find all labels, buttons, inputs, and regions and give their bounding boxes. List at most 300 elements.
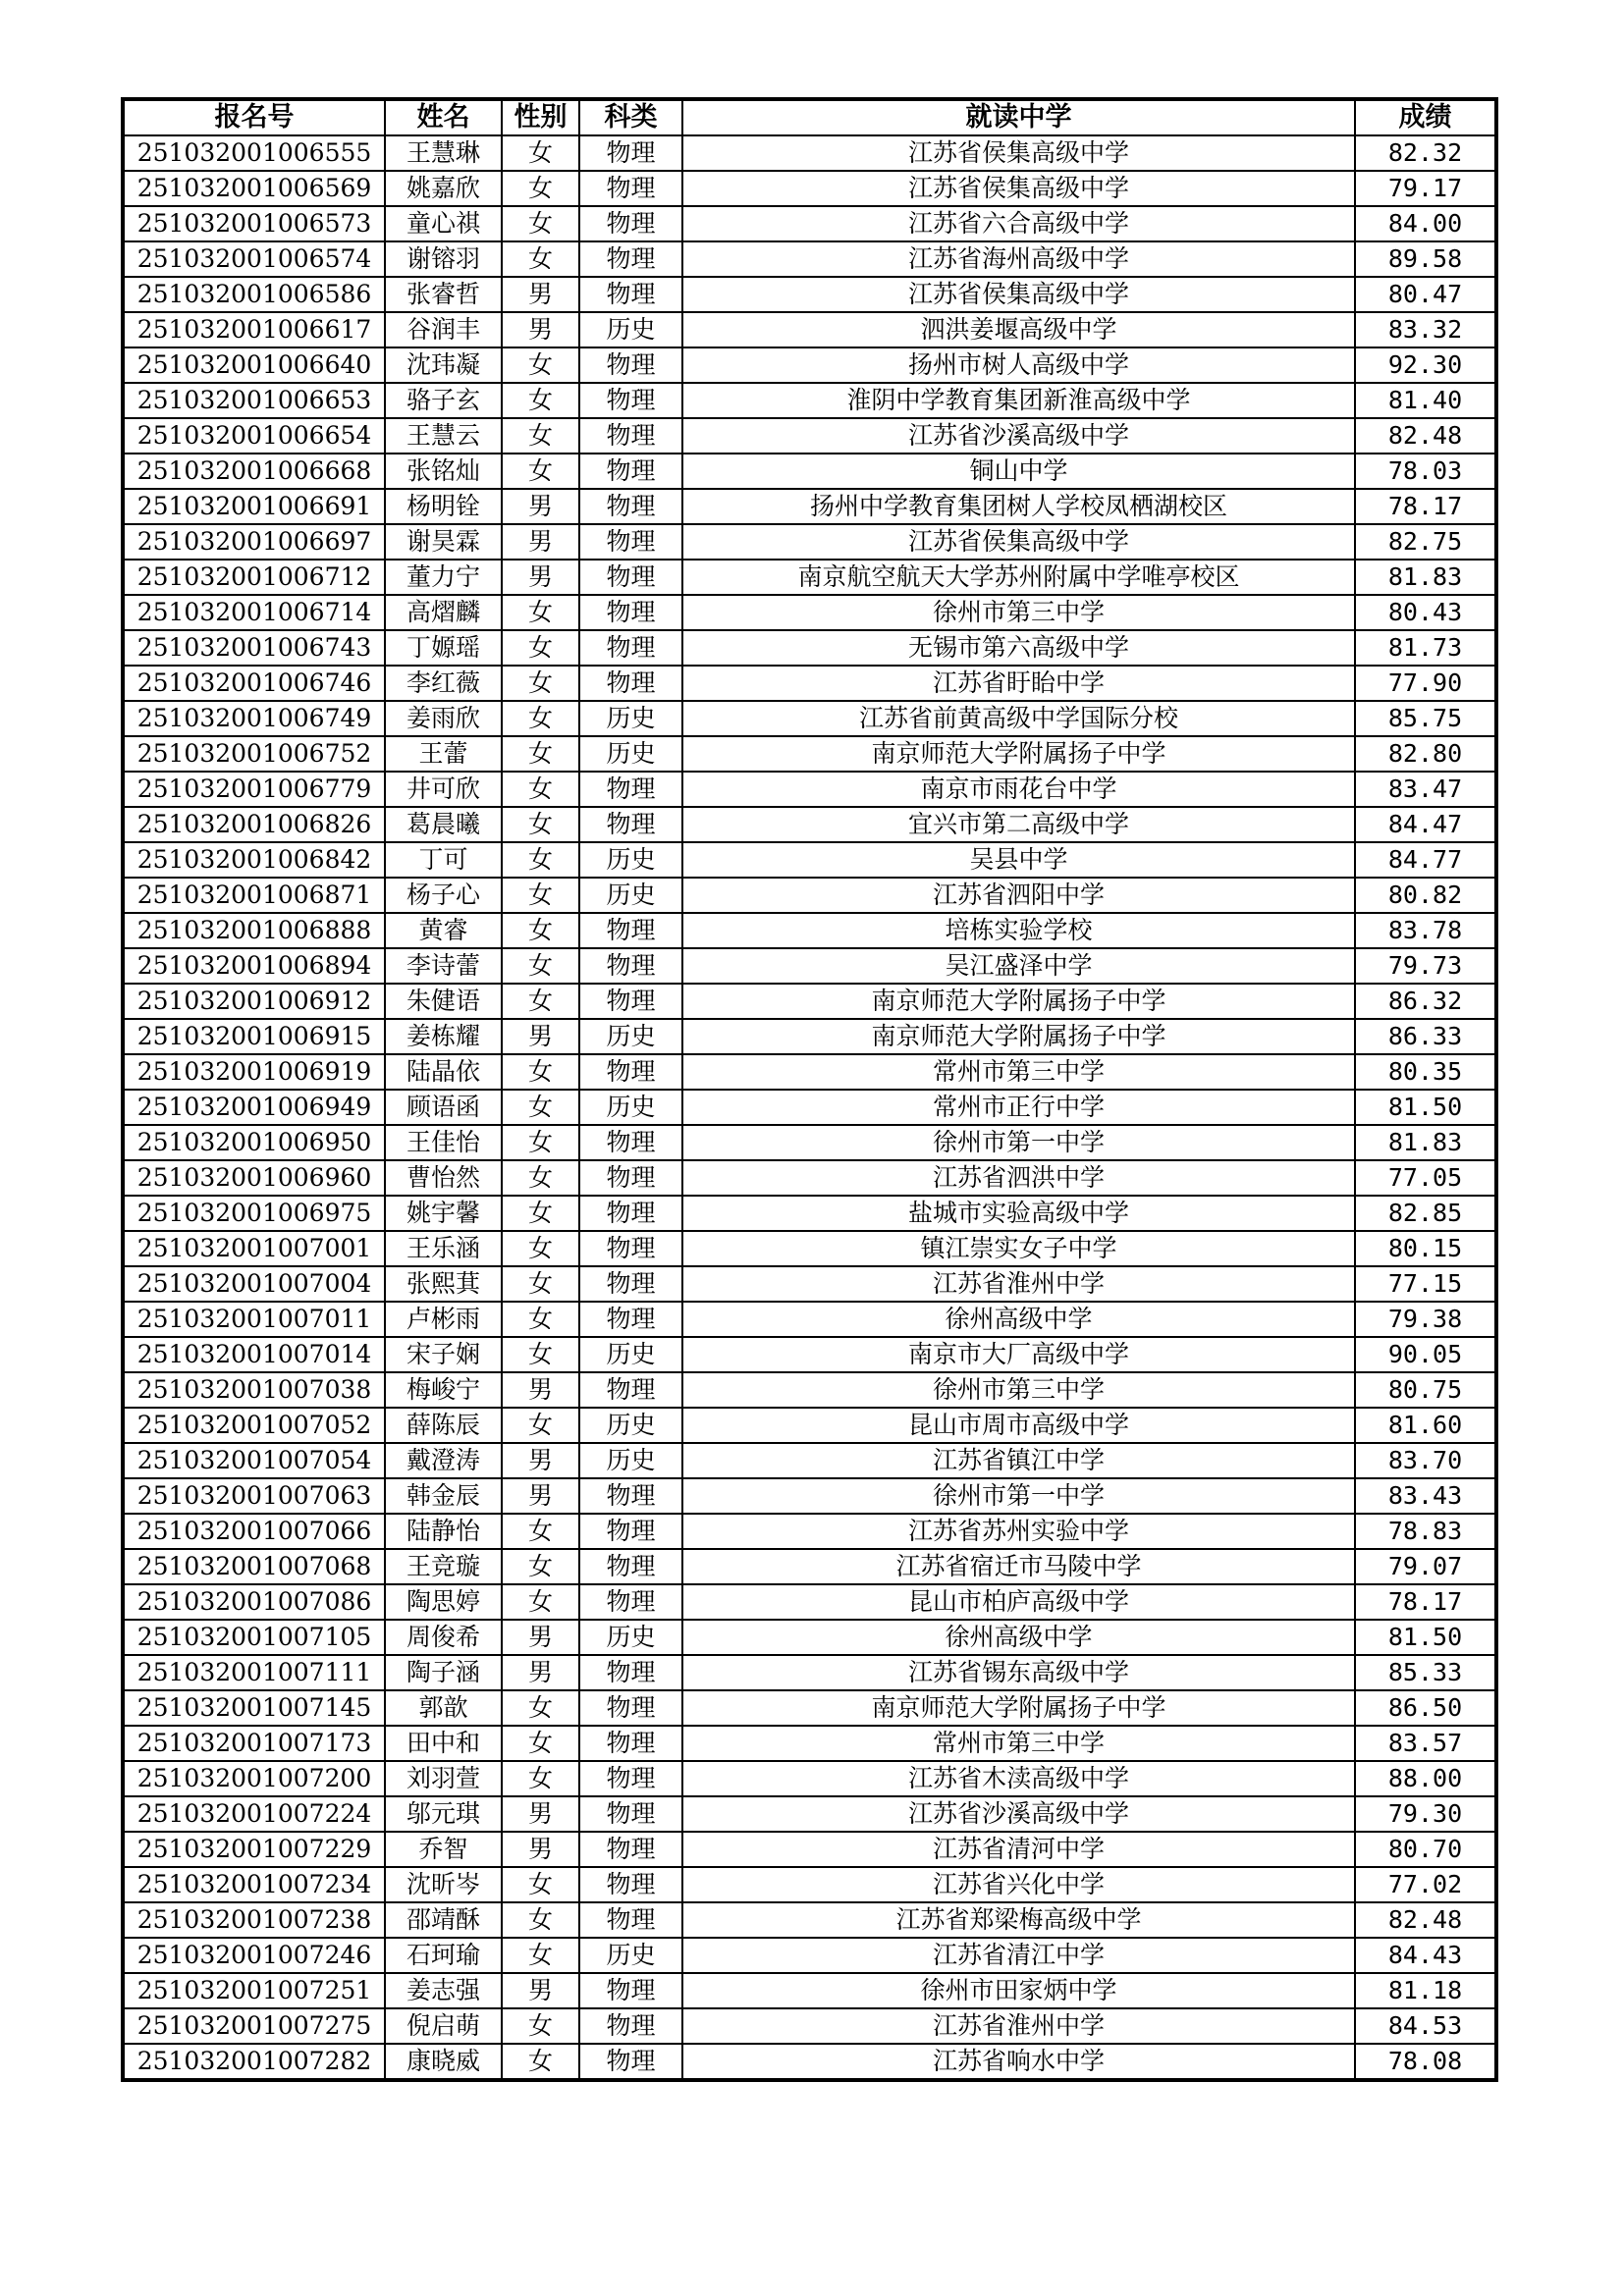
table-row (124, 1796, 1495, 1832)
gender-cell: 女 (502, 1302, 579, 1337)
score-cell: 89.58 (1355, 241, 1495, 277)
subject-track-cell: 物理 (579, 2008, 682, 2044)
name-cell: 黄睿 (385, 913, 502, 948)
table-row (124, 1090, 1495, 1125)
registration-number-cell: 251032001006573 (124, 206, 385, 241)
subject-track-cell: 历史 (579, 736, 682, 772)
gender-cell: 男 (502, 1019, 579, 1054)
gender-cell: 女 (502, 1938, 579, 1973)
school-cell: 江苏省宿迁市马陵中学 (682, 1549, 1355, 1584)
name-cell: 张铭灿 (385, 454, 502, 489)
gender-cell: 女 (502, 1761, 579, 1796)
score-cell: 84.00 (1355, 206, 1495, 241)
score-cell: 82.48 (1355, 1902, 1495, 1938)
gender-cell: 男 (502, 1655, 579, 1690)
table-row (124, 666, 1495, 701)
score-cell: 86.33 (1355, 1019, 1495, 1054)
gender-cell: 女 (502, 1196, 579, 1231)
score-cell: 82.80 (1355, 736, 1495, 772)
subject-track-cell: 物理 (579, 1549, 682, 1584)
school-cell: 江苏省锡东高级中学 (682, 1655, 1355, 1690)
registration-number-cell: 251032001006691 (124, 489, 385, 524)
gender-cell: 女 (502, 1514, 579, 1549)
registration-number-cell: 251032001006555 (124, 135, 385, 171)
subject-track-cell: 历史 (579, 1408, 682, 1443)
name-cell: 郭歆 (385, 1690, 502, 1726)
registration-number-cell: 251032001007229 (124, 1832, 385, 1867)
table-row (124, 1196, 1495, 1231)
gender-cell: 女 (502, 206, 579, 241)
subject-track-cell: 物理 (579, 1160, 682, 1196)
score-cell: 88.00 (1355, 1761, 1495, 1796)
registration-number-cell: 251032001007251 (124, 1973, 385, 2008)
table-row (124, 1549, 1495, 1584)
registration-number-cell: 251032001007086 (124, 1584, 385, 1620)
registration-number-cell: 251032001007066 (124, 1514, 385, 1549)
school-cell: 扬州中学教育集团树人学校凤栖湖校区 (682, 489, 1355, 524)
score-cell: 78.08 (1355, 2044, 1495, 2079)
table-row (124, 1690, 1495, 1726)
registration-number-cell: 251032001007234 (124, 1867, 385, 1902)
subject-track-cell: 物理 (579, 454, 682, 489)
score-cell: 84.43 (1355, 1938, 1495, 1973)
gender-cell: 女 (502, 1408, 579, 1443)
score-cell: 84.53 (1355, 2008, 1495, 2044)
registration-number-cell: 251032001006697 (124, 524, 385, 560)
table-row (124, 1655, 1495, 1690)
registration-number-cell: 251032001006569 (124, 171, 385, 206)
school-cell: 江苏省木渎高级中学 (682, 1761, 1355, 1796)
gender-cell: 女 (502, 630, 579, 666)
name-cell: 康晓威 (385, 2044, 502, 2079)
name-cell: 邬元琪 (385, 1796, 502, 1832)
table-row (124, 2044, 1495, 2079)
gender-cell: 女 (502, 2044, 579, 2079)
school-cell: 徐州市第一中学 (682, 1125, 1355, 1160)
name-cell: 姜栋耀 (385, 1019, 502, 1054)
table-row (124, 1231, 1495, 1266)
score-cell: 86.50 (1355, 1690, 1495, 1726)
subject-track-cell: 物理 (579, 1302, 682, 1337)
table-row (124, 206, 1495, 241)
school-cell: 昆山市周市高级中学 (682, 1408, 1355, 1443)
school-cell: 江苏省泗洪中学 (682, 1160, 1355, 1196)
name-cell: 张睿哲 (385, 277, 502, 312)
registration-number-cell: 251032001007224 (124, 1796, 385, 1832)
name-cell: 沈昕岑 (385, 1867, 502, 1902)
table-row (124, 1408, 1495, 1443)
table-row (124, 1443, 1495, 1478)
school-cell: 江苏省淮州中学 (682, 1266, 1355, 1302)
score-cell: 83.32 (1355, 312, 1495, 347)
school-cell: 江苏省泗阳中学 (682, 878, 1355, 913)
registration-number-cell: 251032001007052 (124, 1408, 385, 1443)
school-cell: 江苏省沙溪高级中学 (682, 418, 1355, 454)
school-cell: 淮阴中学教育集团新淮高级中学 (682, 383, 1355, 418)
name-cell: 薛陈辰 (385, 1408, 502, 1443)
gender-cell: 女 (502, 1231, 579, 1266)
registration-number-cell: 251032001007014 (124, 1337, 385, 1372)
name-cell: 姚宇馨 (385, 1196, 502, 1231)
school-cell: 培栋实验学校 (682, 913, 1355, 948)
registration-number-cell: 251032001006743 (124, 630, 385, 666)
name-cell: 石珂瑜 (385, 1938, 502, 1973)
score-cell: 82.48 (1355, 418, 1495, 454)
table-row (124, 241, 1495, 277)
subject-track-cell: 物理 (579, 1125, 682, 1160)
subject-track-cell: 物理 (579, 241, 682, 277)
subject-track-cell: 物理 (579, 1266, 682, 1302)
name-cell: 倪启萌 (385, 2008, 502, 2044)
score-cell: 79.17 (1355, 171, 1495, 206)
name-cell: 王乐涵 (385, 1231, 502, 1266)
school-cell: 江苏省镇江中学 (682, 1443, 1355, 1478)
table-row (124, 1054, 1495, 1090)
gender-cell: 女 (502, 171, 579, 206)
name-cell: 梅峻宁 (385, 1372, 502, 1408)
school-cell: 江苏省侯集高级中学 (682, 171, 1355, 206)
subject-track-cell: 物理 (579, 383, 682, 418)
table-body (124, 135, 1495, 2079)
subject-track-cell: 物理 (579, 1867, 682, 1902)
score-cell: 81.50 (1355, 1090, 1495, 1125)
school-cell: 无锡市第六高级中学 (682, 630, 1355, 666)
subject-track-cell: 物理 (579, 1796, 682, 1832)
name-cell: 姜雨欣 (385, 701, 502, 736)
name-cell: 田中和 (385, 1726, 502, 1761)
subject-track-cell: 物理 (579, 1584, 682, 1620)
gender-cell: 男 (502, 1443, 579, 1478)
school-cell: 南京师范大学附属扬子中学 (682, 1019, 1355, 1054)
table-row (124, 277, 1495, 312)
registration-number-cell: 251032001006617 (124, 312, 385, 347)
score-cell: 81.83 (1355, 1125, 1495, 1160)
table-row (124, 1620, 1495, 1655)
score-cell: 92.30 (1355, 347, 1495, 383)
registration-number-cell: 251032001006888 (124, 913, 385, 948)
gender-cell: 女 (502, 666, 579, 701)
school-cell: 徐州市第一中学 (682, 1478, 1355, 1514)
name-cell: 陆静怡 (385, 1514, 502, 1549)
name-cell: 宋子娴 (385, 1337, 502, 1372)
table-row (124, 807, 1495, 842)
school-cell: 江苏省清江中学 (682, 1938, 1355, 1973)
school-cell: 江苏省盱眙中学 (682, 666, 1355, 701)
school-cell: 南京航空航天大学苏州附属中学唯亭校区 (682, 560, 1355, 595)
score-cell: 80.70 (1355, 1832, 1495, 1867)
name-cell: 骆子玄 (385, 383, 502, 418)
score-cell: 80.47 (1355, 277, 1495, 312)
subject-track-cell: 物理 (579, 489, 682, 524)
table-row (124, 701, 1495, 736)
table-row (124, 489, 1495, 524)
school-cell: 南京师范大学附属扬子中学 (682, 1690, 1355, 1726)
gender-cell: 女 (502, 1090, 579, 1125)
table-row (124, 524, 1495, 560)
registration-number-cell: 251032001007001 (124, 1231, 385, 1266)
subject-track-cell: 物理 (579, 277, 682, 312)
table-row (124, 1584, 1495, 1620)
subject-track-cell: 历史 (579, 1090, 682, 1125)
score-cell: 78.03 (1355, 454, 1495, 489)
name-cell: 陆晶依 (385, 1054, 502, 1090)
name-cell: 童心祺 (385, 206, 502, 241)
name-cell: 谢昊霖 (385, 524, 502, 560)
school-cell: 扬州市树人高级中学 (682, 347, 1355, 383)
score-cell: 80.43 (1355, 595, 1495, 630)
registration-number-cell: 251032001006919 (124, 1054, 385, 1090)
gender-cell: 女 (502, 878, 579, 913)
table-row (124, 2008, 1495, 2044)
score-cell: 83.47 (1355, 772, 1495, 807)
name-cell: 谢镕羽 (385, 241, 502, 277)
name-cell: 邵靖酥 (385, 1902, 502, 1938)
header-subject-track: 科类 (579, 100, 682, 135)
school-cell: 徐州市田家炳中学 (682, 1973, 1355, 2008)
table-row (124, 418, 1495, 454)
subject-track-cell: 历史 (579, 878, 682, 913)
gender-cell: 女 (502, 1549, 579, 1584)
registration-number-cell: 251032001007282 (124, 2044, 385, 2079)
registration-number-cell: 251032001007246 (124, 1938, 385, 1973)
subject-track-cell: 物理 (579, 984, 682, 1019)
score-cell: 77.05 (1355, 1160, 1495, 1196)
gender-cell: 女 (502, 454, 579, 489)
subject-track-cell: 物理 (579, 1973, 682, 2008)
registration-number-cell: 251032001006871 (124, 878, 385, 913)
score-cell: 80.75 (1355, 1372, 1495, 1408)
school-cell: 江苏省六合高级中学 (682, 206, 1355, 241)
gender-cell: 男 (502, 1796, 579, 1832)
registration-number-cell: 251032001007105 (124, 1620, 385, 1655)
gender-cell: 女 (502, 1125, 579, 1160)
school-cell: 吴县中学 (682, 842, 1355, 878)
subject-track-cell: 历史 (579, 1938, 682, 1973)
registration-number-cell: 251032001006714 (124, 595, 385, 630)
gender-cell: 女 (502, 135, 579, 171)
score-cell: 79.30 (1355, 1796, 1495, 1832)
name-cell: 李诗蕾 (385, 948, 502, 984)
school-cell: 徐州市第三中学 (682, 1372, 1355, 1408)
score-cell: 83.57 (1355, 1726, 1495, 1761)
gender-cell: 女 (502, 1690, 579, 1726)
registration-number-cell: 251032001006640 (124, 347, 385, 383)
name-cell: 曹怡然 (385, 1160, 502, 1196)
registration-number-cell: 251032001007004 (124, 1266, 385, 1302)
school-cell: 常州市正行中学 (682, 1090, 1355, 1125)
subject-track-cell: 物理 (579, 913, 682, 948)
name-cell: 杨明铨 (385, 489, 502, 524)
gender-cell: 男 (502, 1620, 579, 1655)
score-cell: 84.47 (1355, 807, 1495, 842)
subject-track-cell: 物理 (579, 630, 682, 666)
subject-track-cell: 物理 (579, 1655, 682, 1690)
gender-cell: 女 (502, 418, 579, 454)
table-row (124, 984, 1495, 1019)
gender-cell: 女 (502, 772, 579, 807)
score-cell: 80.35 (1355, 1054, 1495, 1090)
name-cell: 董力宁 (385, 560, 502, 595)
school-cell: 泗洪姜堰高级中学 (682, 312, 1355, 347)
score-cell: 82.85 (1355, 1196, 1495, 1231)
registration-number-cell: 251032001006653 (124, 383, 385, 418)
registration-number-cell: 251032001006668 (124, 454, 385, 489)
name-cell: 卢彬雨 (385, 1302, 502, 1337)
name-cell: 韩金辰 (385, 1478, 502, 1514)
gender-cell: 男 (502, 1372, 579, 1408)
registration-number-cell: 251032001006842 (124, 842, 385, 878)
subject-track-cell: 历史 (579, 1620, 682, 1655)
table-row (124, 1514, 1495, 1549)
registration-number-cell: 251032001006746 (124, 666, 385, 701)
score-cell: 84.77 (1355, 842, 1495, 878)
school-cell: 南京市雨花台中学 (682, 772, 1355, 807)
school-cell: 常州市第三中学 (682, 1054, 1355, 1090)
gender-cell: 女 (502, 701, 579, 736)
gender-cell: 女 (502, 1337, 579, 1372)
subject-track-cell: 历史 (579, 312, 682, 347)
table-row (124, 878, 1495, 913)
table-row (124, 1302, 1495, 1337)
registration-number-cell: 251032001007054 (124, 1443, 385, 1478)
registration-number-cell: 251032001006960 (124, 1160, 385, 1196)
table-row (124, 842, 1495, 878)
name-cell: 姚嘉欣 (385, 171, 502, 206)
table-row (124, 1761, 1495, 1796)
subject-track-cell: 物理 (579, 1231, 682, 1266)
school-cell: 常州市第三中学 (682, 1726, 1355, 1761)
table-row (124, 383, 1495, 418)
subject-track-cell: 物理 (579, 948, 682, 984)
name-cell: 朱健语 (385, 984, 502, 1019)
registration-number-cell: 251032001006654 (124, 418, 385, 454)
score-cell: 78.17 (1355, 1584, 1495, 1620)
table-row (124, 595, 1495, 630)
subject-track-cell: 物理 (579, 1054, 682, 1090)
gender-cell: 男 (502, 524, 579, 560)
gender-cell: 女 (502, 383, 579, 418)
name-cell: 沈玮凝 (385, 347, 502, 383)
registration-number-cell: 251032001006894 (124, 948, 385, 984)
name-cell: 杨子心 (385, 878, 502, 913)
score-cell: 83.70 (1355, 1443, 1495, 1478)
school-cell: 徐州高级中学 (682, 1302, 1355, 1337)
score-cell: 85.75 (1355, 701, 1495, 736)
header-registration-number: 报名号 (124, 100, 385, 135)
score-cell: 80.15 (1355, 1231, 1495, 1266)
score-cell: 83.43 (1355, 1478, 1495, 1514)
name-cell: 王竞璇 (385, 1549, 502, 1584)
score-cell: 81.40 (1355, 383, 1495, 418)
name-cell: 丁嫄瑶 (385, 630, 502, 666)
subject-track-cell: 历史 (579, 701, 682, 736)
name-cell: 姜志强 (385, 1973, 502, 2008)
gender-cell: 女 (502, 1902, 579, 1938)
subject-track-cell: 物理 (579, 1726, 682, 1761)
school-cell: 江苏省兴化中学 (682, 1867, 1355, 1902)
school-cell: 昆山市柏庐高级中学 (682, 1584, 1355, 1620)
name-cell: 陶思婷 (385, 1584, 502, 1620)
school-cell: 江苏省响水中学 (682, 2044, 1355, 2079)
header-gender: 性别 (502, 100, 579, 135)
school-cell: 盐城市实验高级中学 (682, 1196, 1355, 1231)
score-cell: 81.50 (1355, 1620, 1495, 1655)
gender-cell: 女 (502, 842, 579, 878)
name-cell: 井可欣 (385, 772, 502, 807)
results-table (123, 99, 1496, 2080)
score-cell: 79.38 (1355, 1302, 1495, 1337)
table-row (124, 454, 1495, 489)
registration-number-cell: 251032001006779 (124, 772, 385, 807)
name-cell: 王慧琳 (385, 135, 502, 171)
score-cell: 79.73 (1355, 948, 1495, 984)
name-cell: 丁可 (385, 842, 502, 878)
score-cell: 90.05 (1355, 1337, 1495, 1372)
school-cell: 南京市大厂高级中学 (682, 1337, 1355, 1372)
table-row (124, 1125, 1495, 1160)
table-row (124, 312, 1495, 347)
table-row (124, 948, 1495, 984)
name-cell: 李红薇 (385, 666, 502, 701)
header-score: 成绩 (1355, 100, 1495, 135)
registration-number-cell: 251032001007200 (124, 1761, 385, 1796)
subject-track-cell: 物理 (579, 1761, 682, 1796)
table-row (124, 135, 1495, 171)
gender-cell: 男 (502, 277, 579, 312)
table-row (124, 630, 1495, 666)
table-row (124, 1160, 1495, 1196)
registration-number-cell: 251032001006712 (124, 560, 385, 595)
gender-cell: 男 (502, 489, 579, 524)
gender-cell: 女 (502, 2008, 579, 2044)
table-row (124, 560, 1495, 595)
school-cell: 吴江盛泽中学 (682, 948, 1355, 984)
gender-cell: 女 (502, 347, 579, 383)
header-row (124, 100, 1495, 135)
registration-number-cell: 251032001007173 (124, 1726, 385, 1761)
registration-number-cell: 251032001007111 (124, 1655, 385, 1690)
name-cell: 葛晨曦 (385, 807, 502, 842)
school-cell: 江苏省淮州中学 (682, 2008, 1355, 2044)
subject-track-cell: 物理 (579, 206, 682, 241)
table-row (124, 1938, 1495, 1973)
gender-cell: 女 (502, 1054, 579, 1090)
score-cell: 80.82 (1355, 878, 1495, 913)
registration-number-cell: 251032001007038 (124, 1372, 385, 1408)
name-cell: 高熠麟 (385, 595, 502, 630)
table-row (124, 1337, 1495, 1372)
school-cell: 宜兴市第二高级中学 (682, 807, 1355, 842)
name-cell: 王蕾 (385, 736, 502, 772)
subject-track-cell: 物理 (579, 1478, 682, 1514)
gender-cell: 女 (502, 1266, 579, 1302)
gender-cell: 男 (502, 560, 579, 595)
registration-number-cell: 251032001006975 (124, 1196, 385, 1231)
subject-track-cell: 物理 (579, 135, 682, 171)
score-cell: 85.33 (1355, 1655, 1495, 1690)
subject-track-cell: 物理 (579, 560, 682, 595)
school-cell: 江苏省清河中学 (682, 1832, 1355, 1867)
school-cell: 江苏省郑梁梅高级中学 (682, 1902, 1355, 1938)
gender-cell: 女 (502, 595, 579, 630)
school-cell: 江苏省沙溪高级中学 (682, 1796, 1355, 1832)
gender-cell: 女 (502, 807, 579, 842)
table-row (124, 1478, 1495, 1514)
registration-number-cell: 251032001007068 (124, 1549, 385, 1584)
school-cell: 镇江崇实女子中学 (682, 1231, 1355, 1266)
table-row (124, 1902, 1495, 1938)
registration-number-cell: 251032001006950 (124, 1125, 385, 1160)
